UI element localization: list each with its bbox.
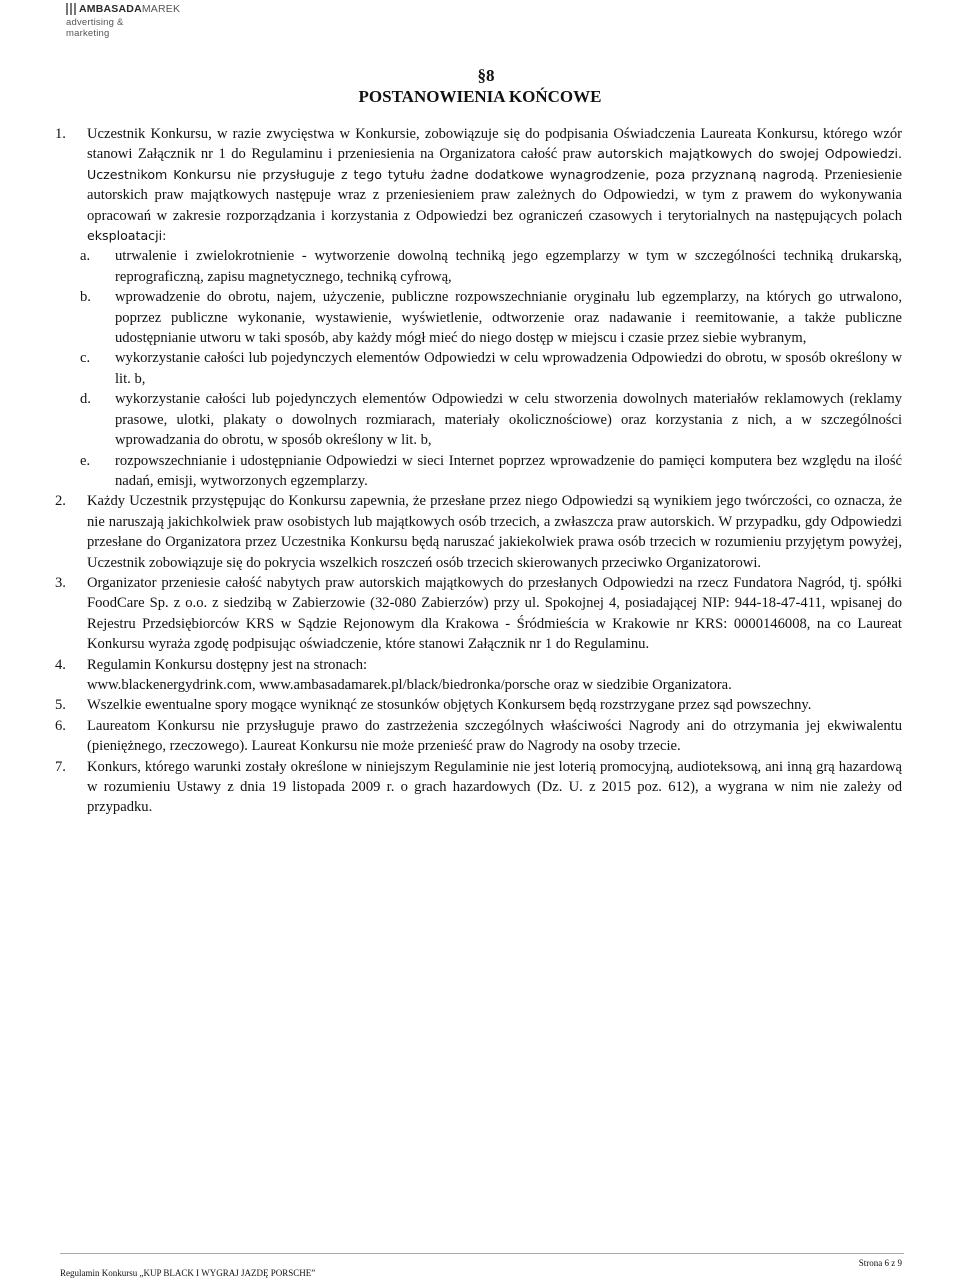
list-item — [55, 757, 902, 818]
sub-item-text: wykorzystanie całości lub pojedynczych elementów Odpowiedzi w celu stworzenia dowolnych materiałów reklamowych (reklamy prasowe, ulotki, plakaty o dowolnych rozmiarach, materiały okolicznościowe) oraz korzystania z nich, a w szczególności wprowadzania do obrotu, w sposób określony w lit. b, — [115, 391, 902, 449]
sub-item-letter: b. — [80, 289, 91, 306]
sub-item-letter: c. — [80, 350, 91, 367]
sub-item-letter: d. — [80, 391, 91, 408]
sub-item — [80, 246, 902, 287]
sub-item — [80, 287, 902, 348]
logo-mark-icon — [66, 3, 76, 15]
item-text: autorskich majątkowych do swojej Odpowiedzi. Uczestnikom Konkursu nie przysługuje z tego tytułu żadne dodatkowe wynagrodzenie, poza przyznaną nagrodą. — [87, 146, 902, 182]
item-text: Wszelkie ewentualne spory mogące wyniknąć ze stosunków objętych Konkursem będą rozstrzygane przez sąd powszechny. — [87, 697, 812, 714]
logo-name-light: MAREK — [141, 3, 181, 15]
item-text: Konkurs, którego warunki zostały określone w niniejszym Regulaminie nie jest loterią promocyjną, audioteksową, ani inną grą hazardową w rozumieniu Ustawy z dnia 19 listopada 2009 r. o grach hazardowych (Dz. U. z 2015 poz. 612), a wygrana w nim nie zależy od przypadku. — [87, 758, 902, 816]
item-text: Przeniesienie autorskich praw majątkowych następuje wraz z przeniesieniem praw zależnych do Odpowiedzi, w tym z prawem do wykonywania opracowań w zakresie rozporządzania i korzystania z Odpowiedzi bez ograniczeń czasowych i terytorialnych na następujących polach — [87, 166, 902, 224]
item-number: 7. — [55, 758, 66, 775]
logo-tagline: advertising & marketing — [66, 17, 124, 39]
item-text: Regulamin Konkursu dostępny jest na stronach: — [87, 656, 368, 673]
item-text: Uczestnik Konkursu, w razie zwycięstwa w Konkursie, zobowiązuje się do podpisania Oświadczenia Laureata Konkursu, którego wzór stanowi Załącznik nr 1 do Regulaminu i przeniesienia na Organizatora całość praw — [87, 126, 902, 163]
item-text: Laureatom Konkursu nie przysługuje prawo do zastrzeżenia szczególnych właściwości Nagrody ani do otrzymania jej ekwiwalentu (pieniężnego, rzeczowego). Laureat Konkursu nie może przenieść praw do Nagrody na osoby trzecie. — [87, 717, 902, 755]
sub-item — [80, 451, 902, 492]
list-item — [55, 695, 902, 715]
item-number: 5. — [55, 697, 66, 714]
list-item — [55, 573, 902, 655]
section-number: §8 — [477, 66, 495, 85]
item-text: Organizator przeniesie całość nabytych praw autorskich majątkowych do przesłanych Odpowiedzi na rzecz Fundatora Nagród, tj. spółki FoodCare Sp. z o.o. z siedzibą w Zabierzowie (32-080 Zabierzów) przy ul. Spokojnej 4, posiadającej NIP: 944-18-47-411, wpisanej do Rejestru Przedsiębiorców KRS w Sądzie Rejonowym dla Krakowa - Śródmieścia w Krakowie nr KRS: 0000146008, na co Laureat Konkursu wyraża zgodę podpisując oświadczenie, które stanowi Załącznik nr 1 do Regulaminu. — [87, 574, 902, 653]
sub-item — [80, 348, 902, 389]
list-item — [55, 655, 902, 696]
sub-item — [80, 389, 902, 450]
footer-title: Regulamin Konkursu „KUP BLACK I WYGRAJ JAZDĘ PORSCHE” — [60, 1268, 316, 1278]
list-item — [55, 124, 902, 491]
item-links: www.blackenergydrink.com, www.ambasadamarek.pl/black/biedronka/porsche oraz w siedzibie Organizatora. — [87, 676, 732, 693]
sub-item-letter: e. — [80, 452, 91, 469]
logo-name-bold: AMBASADA — [79, 3, 142, 15]
sub-item-text: utrwalenie i zwielokrotnienie - wytworzenie dowolną techniką jego egzemplarzy w tym w szczególności techniką drukarską, reprograficzną, zapisu magnetycznego, techniką cyfrową, — [115, 248, 902, 285]
sub-item-text: wprowadzenie do obrotu, najem, użyczenie, publiczne rozpowszechnianie oryginału lub egzemplarzy, na których go utrwalono, poprzez publiczne wykonanie, wystawienie, wyświetlenie, odtworzenie oraz nadawanie i reemitowanie, a także publiczne udostępnianie utworu w taki sposób, aby każdy mógł mieć do niego dostęp w miejscu i czasie przez siebie wybranym, — [115, 289, 902, 347]
item-number: 6. — [55, 717, 66, 734]
item-number: 1. — [55, 126, 66, 142]
page-number: Strona 6 z 9 — [858, 1258, 902, 1268]
item-number: 4. — [55, 656, 66, 673]
list-item — [55, 491, 902, 573]
sub-item-letter: a. — [80, 248, 91, 265]
sub-item-text: wykorzystanie całości lub pojedynczych elementów Odpowiedzi w celu wprowadzenia Odpowiedzi do obrotu, w sposób określony w lit. b, — [115, 350, 902, 387]
footer-divider — [60, 1253, 904, 1254]
section-title: POSTANOWIENIA KOŃCOWE — [358, 87, 602, 106]
item-text: Każdy Uczestnik przystępując do Konkursu zapewnia, że przesłane przez niego Odpowiedzi są wynikiem jego twórczości, co oznacza, że nie naruszają jakichkolwiek praw osobistych lub majątkowych osób trzecich, a zwłaszcza praw autorskich. W przypadku, gdy Odpowiedzi przesłane do Organizatora przez Uczestnika Konkursu będą naruszać jakiekolwiek prawa osób trzecich w rozumieniu przyjętym powyżej, Uczestnik zobowiązuje się do pokrycia wszelkich roszczeń osób trzecich skierowanych przeciwko Organizatorowi. — [87, 493, 902, 571]
item-number: 3. — [55, 574, 66, 591]
item-number: 2. — [55, 493, 66, 510]
company-logo — [66, 2, 181, 42]
document-body — [55, 124, 902, 818]
sub-item-text: rozpowszechnianie i udostępnianie Odpowiedzi w sieci Internet poprzez wprowadzenie do pamięci komputera bez względu na ilość nadań, emisji, wytworzonych egzemplarzy. — [115, 452, 902, 489]
list-item — [55, 716, 902, 757]
item-text: eksploatacji: — [87, 228, 167, 244]
